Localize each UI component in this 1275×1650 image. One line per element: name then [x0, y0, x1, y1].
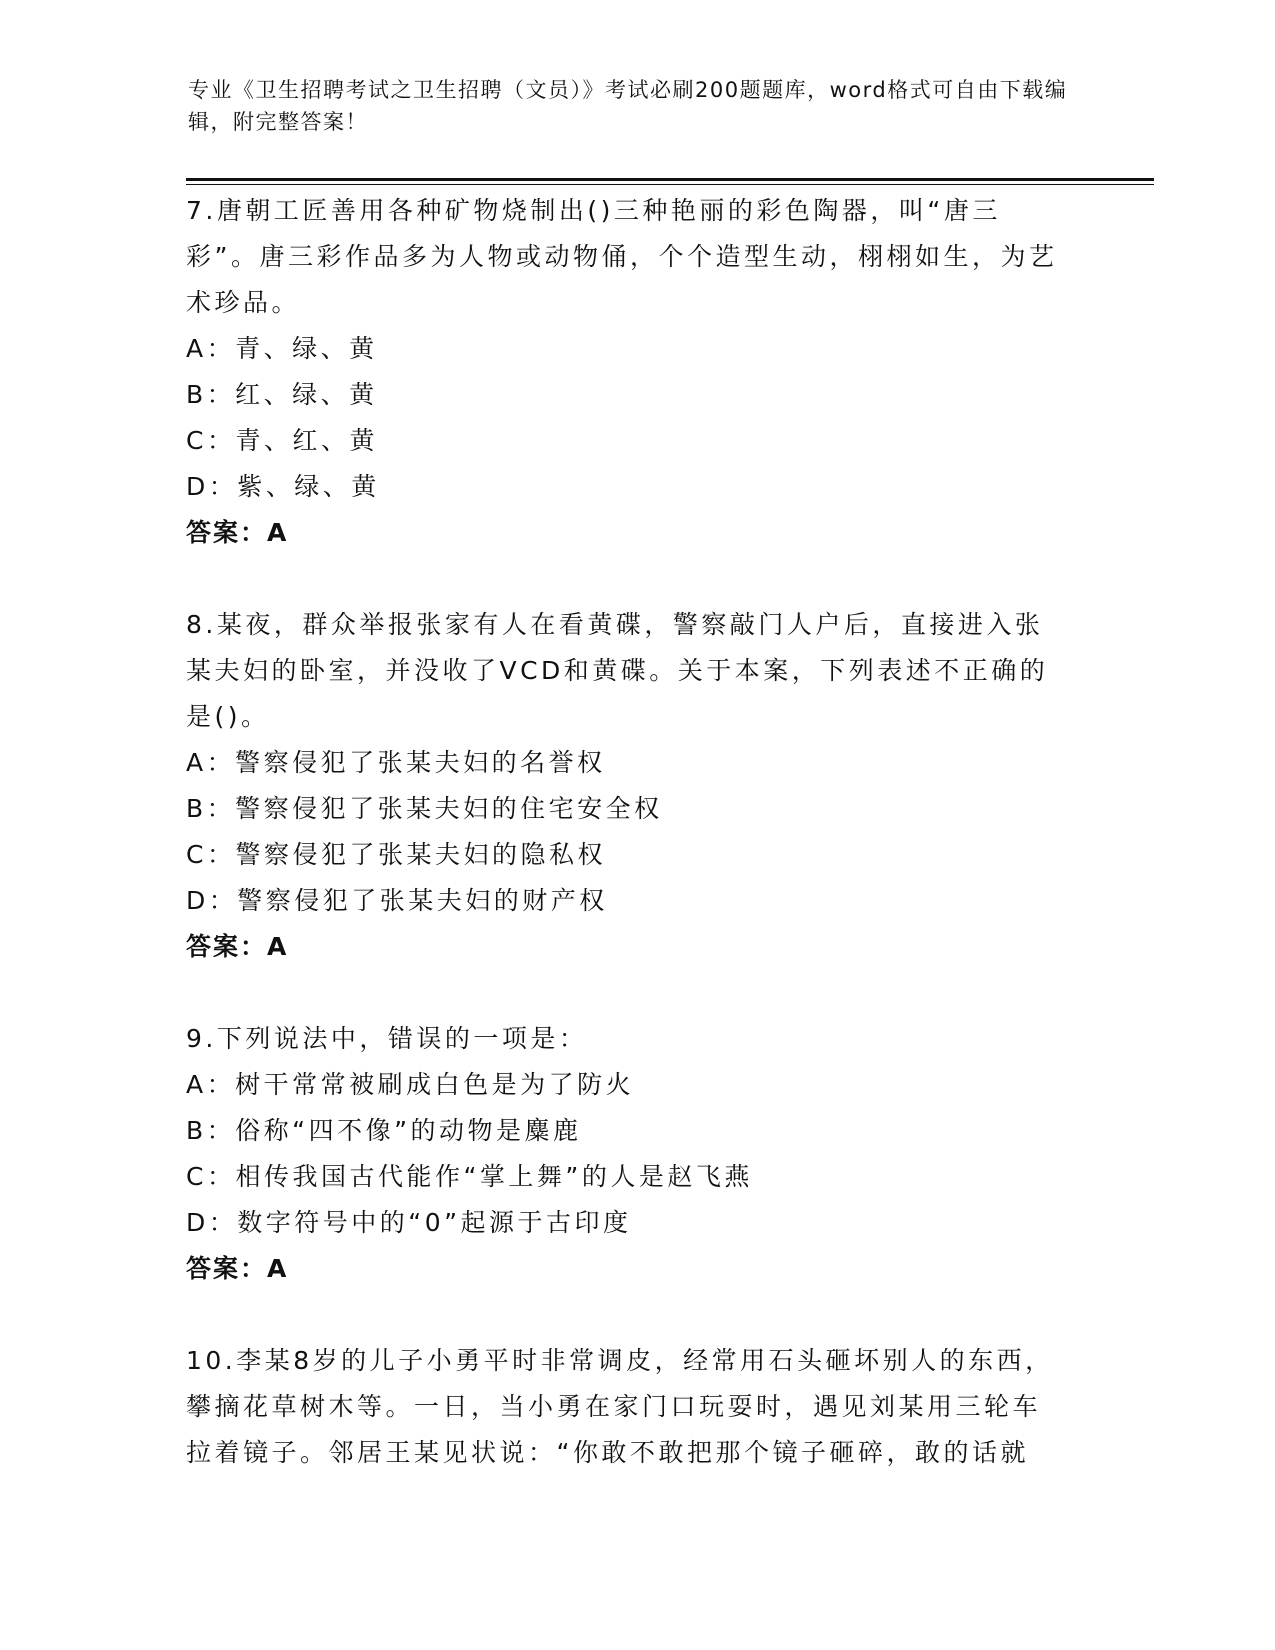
question-stem: 8.某夜，群众举报张家有人在看黄碟，警察敲门人户后，直接进入张某夫妇的卧室，并没收了VCD和黄碟。关于本案，下列表述不正确的是()。 [186, 610, 1049, 731]
option-a: A：树干常常被刷成白色是为了防火 [186, 1070, 635, 1099]
question-8 [186, 602, 1066, 970]
option-b: B：俗称“四不像”的动物是麋鹿 [186, 1116, 582, 1145]
question-stem: 9.下列说法中，错误的一项是： [186, 1024, 588, 1053]
question-stem: 7.唐朝工匠善用各种矿物烧制出()三种艳丽的彩色陶器，叫“唐三彩”。唐三彩作品多为人物或动物俑，个个造型生动，栩栩如生，为艺术珍品。 [186, 196, 1058, 317]
answer-line: 答案：A [186, 1254, 289, 1283]
option-d: D：警察侵犯了张某夫妇的财产权 [186, 886, 608, 915]
option-c: C：相传我国古代能作“掌上舞”的人是赵飞燕 [186, 1162, 753, 1191]
answer-line: 答案：A [186, 932, 289, 961]
header-divider-thick [186, 178, 1154, 181]
option-c: C：警察侵犯了张某夫妇的隐私权 [186, 840, 606, 869]
header-divider-thin [186, 184, 1154, 185]
answer-line: 答案：A [186, 518, 289, 547]
option-a: A：青、绿、黄 [186, 334, 378, 363]
option-b: B：红、绿、黄 [186, 380, 378, 409]
option-d: D：紫、绿、黄 [186, 472, 380, 501]
question-list [186, 188, 1066, 1522]
question-7 [186, 188, 1066, 556]
option-d: D：数字符号中的“0”起源于古印度 [186, 1208, 632, 1237]
document-header: 专业《卫生招聘考试之卫生招聘（文员）》考试必刷200题题库，word格式可自由下载编辑，附完整答案！ [188, 78, 1068, 134]
question-9 [186, 1016, 1066, 1292]
question-10 [186, 1338, 1066, 1476]
option-c: C：青、红、黄 [186, 426, 378, 455]
question-stem: 10.李某8岁的儿子小勇平时非常调皮，经常用石头砸坏别人的东西，攀摘花草树木等。一日，当小勇在家门口玩耍时，遇见刘某用三轮车拉着镜子。邻居王某见状说：“你敢不敢把那个镜子砸碎，敢的话就 [186, 1346, 1054, 1467]
option-a: A：警察侵犯了张某夫妇的名誉权 [186, 748, 606, 777]
option-b: B：警察侵犯了张某夫妇的住宅安全权 [186, 794, 663, 823]
